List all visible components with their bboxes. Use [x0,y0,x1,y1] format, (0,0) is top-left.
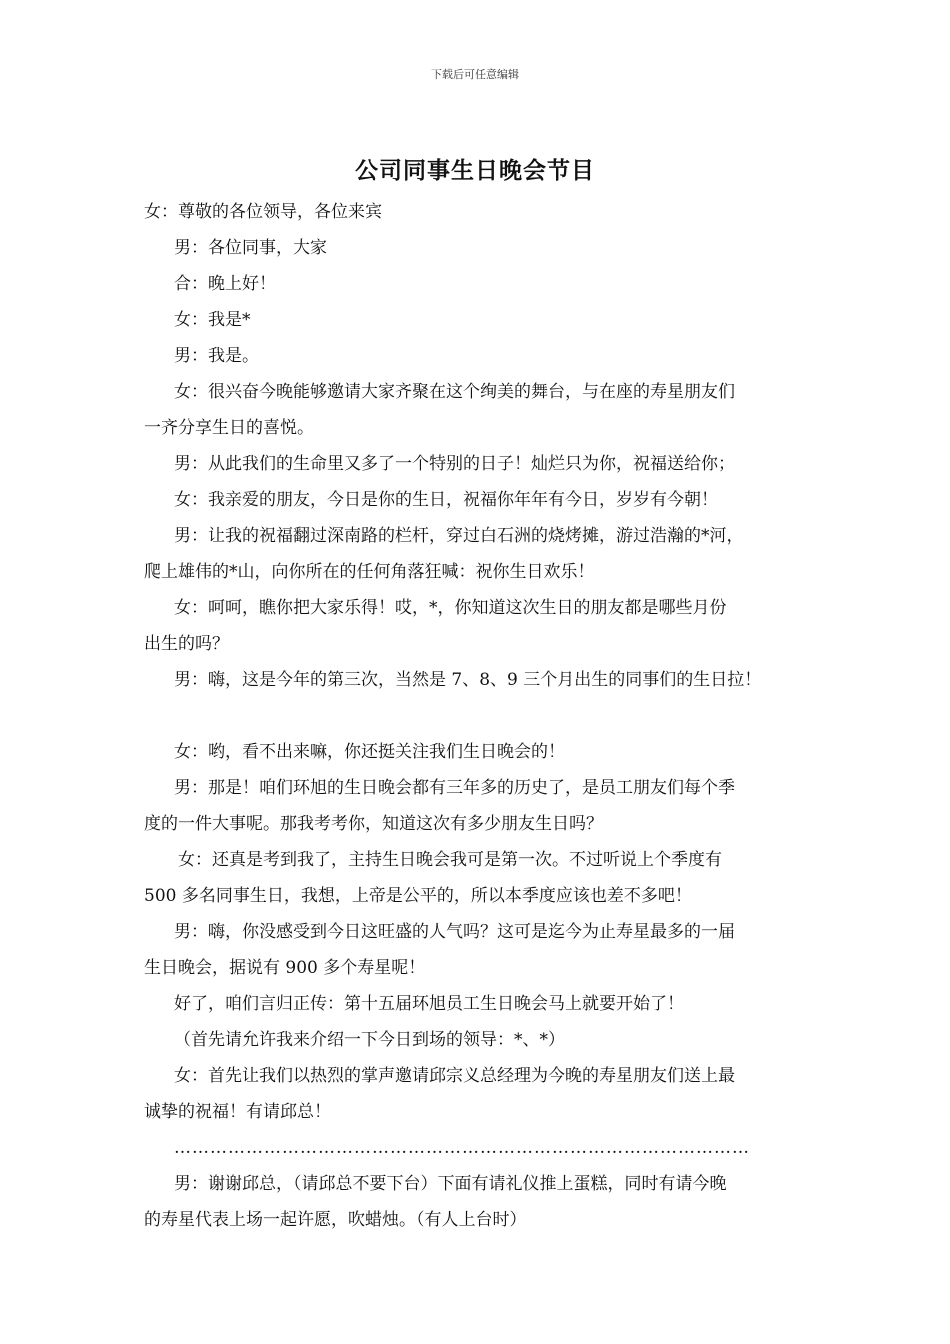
document-body [144,194,824,1238]
dialogue-line: 女：呵呵，瞧你把大家乐得！哎，*，你知道这次生日的朋友都是哪些月份 [174,598,727,618]
dialogue-line: 男：让我的祝福翻过深南路的栏杆，穿过白石洲的烧烤摊，游过浩瀚的*河， [174,526,744,546]
dialogue-line: 男：从此我们的生命里又多了一个特别的日子！灿烂只为你，祝福送给你； [174,454,735,474]
dialogue-line: 女：尊敬的各位领导，各位来宾 [144,202,382,222]
dialogue-line: 男：嗨，你没感受到今日这旺盛的人气吗？这可是迄今为止寿星最多的一届 [174,922,735,942]
dialogue-line-continued: 的寿星代表上场一起许愿，吹蜡烛。（有人上台时） [144,1210,527,1230]
dialogue-line-continued: 爬上雄伟的*山，向你所在的任何角落狂喊：祝你生日欢乐！ [144,562,595,582]
dialogue-line: 合：晚上好！ [174,274,276,294]
dialogue-line: 女：我是* [174,310,251,330]
dialogue-line-continued: 一齐分享生日的喜悦。 [144,418,314,438]
ellipsis-separator: …………………………………………………………………………………… [174,1138,750,1158]
dialogue-line: 女：哟，看不出来嘛，你还挺关注我们生日晚会的！ [174,742,565,762]
dialogue-line: 女：首先让我们以热烈的掌声邀请邱宗义总经理为今晚的寿星朋友们送上最 [174,1066,735,1086]
dialogue-line: 男：各位同事，大家 [174,238,327,258]
dialogue-line: 女：我亲爱的朋友，今日是你的生日，祝福你年年有今日，岁岁有今朝！ [174,490,718,510]
dialogue-line: 女：很兴奋今晚能够邀请大家齐聚在这个绚美的舞台，与在座的寿星朋友们 [174,382,735,402]
dialogue-line-continued: 500 多名同事生日，我想，上帝是公平的，所以本季度应该也差不多吧！ [144,886,692,906]
dialogue-line-continued: 出生的吗？ [144,634,229,654]
dialogue-line: 男：我是。 [174,346,259,366]
dialogue-line: 男：那是！咱们环旭的生日晚会都有三年多的历史了，是员工朋友们每个季 [174,778,735,798]
dialogue-line: 女：还真是考到我了，主持生日晚会我可是第一次。不过听说上个季度有 [178,850,722,870]
dialogue-line-continued: 生日晚会，据说有 900 多个寿星呢！ [144,958,426,978]
dialogue-line: 男：谢谢邱总，（请邱总不要下台）下面有请礼仪推上蛋糕，同时有请今晚 [174,1174,727,1194]
dialogue-line: 男：嗨，这是今年的第三次，当然是 7、8、9 三个月出生的同事们的生日拉！ [174,670,762,690]
document-title: 公司同事生日晚会节目 [355,158,595,184]
page-header-note: 下载后可任意编辑 [431,68,519,81]
dialogue-line: （首先请允许我来介绍一下今日到场的领导：*、*） [174,1030,565,1050]
dialogue-line-continued: 度的一件大事呢。那我考考你，知道这次有多少朋友生日吗？ [144,814,603,834]
dialogue-line: 好了，咱们言归正传：第十五届环旭员工生日晚会马上就要开始了！ [174,994,684,1014]
dialogue-line-continued: 诚挚的祝福！有请邱总！ [144,1102,331,1122]
blank-line [144,698,824,734]
